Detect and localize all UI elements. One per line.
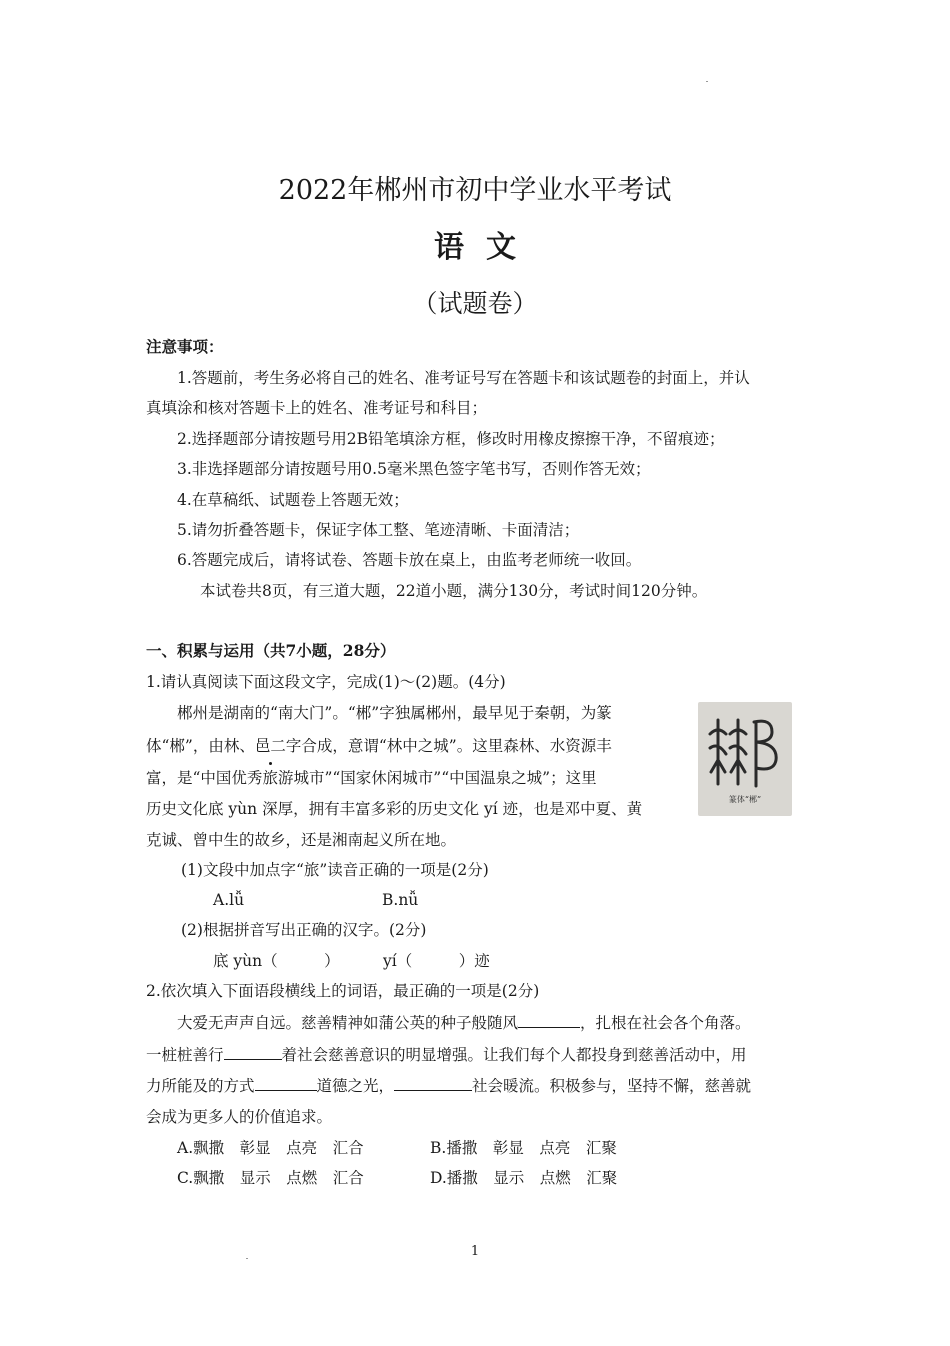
answer-blank-4: [394, 1076, 472, 1091]
q2-text: 道德之光，: [316, 1077, 395, 1095]
q1-sub2-blank-b: yí（ ）迹: [383, 952, 490, 970]
q1-sub1-question: (1)文段中加点字“旅”读音正确的一项是(2分): [181, 861, 489, 879]
notes-heading: 注意事项：: [146, 337, 224, 356]
page-number: 1: [470, 1244, 480, 1259]
q1-passage-line-3-post: 游城市”“国家休闲城市”“中国温泉之城”；这里: [277, 769, 597, 787]
q2-text: 社会暖流。积极参与，坚持不懈，慈善就: [472, 1077, 752, 1095]
paper-type: （试题卷）: [412, 289, 538, 318]
q2-passage-line-2: [146, 1045, 747, 1065]
q2-passage-line-4: 会成为更多人的价值追求。: [146, 1108, 333, 1126]
answer-blank-1: [518, 1013, 580, 1028]
q1-sub1-option-a: A.lǚ: [213, 891, 245, 909]
q2-text: 大爱无声声自远。慈善精神如蒲公英的种子般随风: [177, 1014, 519, 1032]
q2-text: ，扎根在社会各个角落。: [580, 1014, 751, 1032]
q1-passage-line-4: 历史文化底 yùn 深厚，拥有丰富多彩的历史文化 yí 迹，也是邓中夏、黄: [146, 800, 643, 818]
note-item-1-line-2: 真填涂和核对答题卡上的姓名、准考证号和科目；: [146, 399, 488, 417]
q1-passage-line-3: [146, 768, 597, 788]
exam-summary: 本试卷共8页，有三道大题，22道小题，满分130分，考试时间120分钟。: [200, 582, 708, 600]
exam-title: 2022年郴州市初中学业水平考试: [278, 175, 672, 206]
q1-sub1-option-b: B.nǚ: [382, 891, 419, 909]
q2-text: 一桩桩善行: [146, 1046, 224, 1064]
answer-blank-2: [224, 1045, 282, 1060]
q2-text: 着社会慈善意识的明显增强。让我们每个人都投身到慈善活动中，用: [281, 1046, 747, 1064]
q1-stem: 1.请认真阅读下面这段文字，完成(1)～(2)题。(4分): [146, 673, 506, 691]
seal-caption: 篆体“郴”: [728, 795, 762, 804]
note-item-4: 4.在草稿纸、试题卷上答题无效；: [177, 491, 409, 509]
section-1-heading: 一、积累与运用（共7小题，28分）: [146, 641, 396, 660]
q1-passage-line-1: 郴州是湖南的“南大门”。“郴”字独属郴州，最早见于秦朝，为篆: [177, 704, 612, 722]
q2-option-a: A.飘撒 彰显 点亮 汇合: [177, 1139, 364, 1157]
dotted-character: 旅: [262, 769, 278, 787]
note-item-6: 6.答题完成后，请将试卷、答题卡放在桌上，由监考老师统一收回。: [177, 551, 642, 569]
note-item-1-line-1: 1.答题前，考生务必将自己的姓名、准考证号写在答题卡和该试题卷的封面上，并认: [177, 369, 750, 387]
q2-stem: 2.依次填入下面语段横线上的词语，最正确的一项是(2分): [146, 982, 540, 1000]
q1-passage-line-5: 克诚、曾中生的故乡，还是湘南起义所在地。: [146, 831, 457, 849]
q2-passage-line-3: [146, 1076, 751, 1096]
q1-passage-line-2: 体“郴”，由林、邑二字合成，意谓“林中之城”。这里森林、水资源丰: [146, 737, 612, 755]
note-item-2: 2.选择题部分请按题号用2B铅笔填涂方框，修改时用橡皮擦擦干净，不留痕迹；: [177, 430, 725, 448]
q2-text: 力所能及的方式: [146, 1077, 255, 1095]
q2-passage-line-1: [177, 1013, 751, 1033]
note-item-3: 3.非选择题部分请按题号用0.5毫米黑色签字笔书写，否则作答无效；: [177, 460, 651, 478]
q2-option-d: D.播撒 显示 点燃 汇聚: [430, 1169, 618, 1187]
q2-option-c: C.飘撒 显示 点燃 汇合: [177, 1169, 364, 1187]
answer-blank-3: [255, 1076, 317, 1091]
q1-passage-line-3-pre: 富，是“中国优秀: [146, 769, 263, 787]
q2-option-b: B.播撒 彰显 点亮 汇聚: [430, 1139, 617, 1157]
seal-script-image: [698, 702, 792, 816]
subject-title: 语文: [434, 230, 538, 265]
q1-sub2-question: (2)根据拼音写出正确的汉字。(2分): [181, 921, 427, 939]
q1-sub2-blank-a: 底 yùn（ ）: [213, 952, 340, 970]
scan-speck: [706, 81, 708, 82]
scan-speck: [246, 1258, 248, 1259]
note-item-5: 5.请勿折叠答题卡，保证字体工整、笔迹清晰、卡面清洁；: [177, 521, 580, 539]
